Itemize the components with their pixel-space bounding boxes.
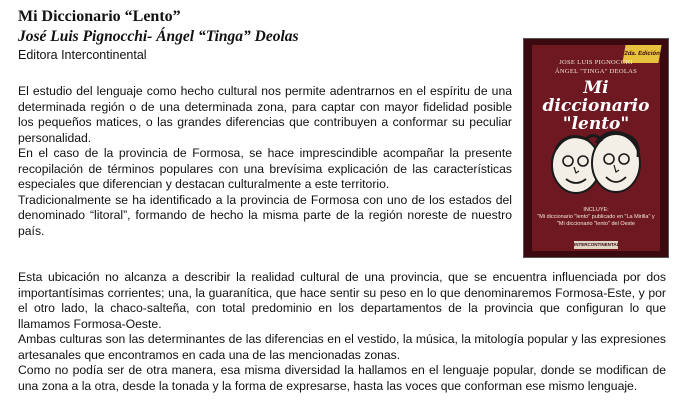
cover-panel [532,45,661,255]
cover-includes-line: "Mi diccionario "lento" publicado en "La Mirilla" y [537,214,655,220]
book-cover-image [523,38,669,258]
book-authors: José Luis Pignocchi- Ángel “Tinga” Deolas [18,28,299,45]
body-text-wide [18,270,666,394]
paragraph: En el caso de la provincia de Formosa, se hace imprescindible acompañar la presente recopilación de términos populares con una brevísima explicación de las características especiales que diferencian y destacan culturalmente a este territorio. [18,146,512,191]
paragraph: Tradicionalmente se ha identificado a la provincia de Formosa con uno de los estados del denominado “litoral”, formando de hecho la misma parte de la región noreste de nuestro país. [18,192,512,238]
cover-author-2: ÁNGEL "TINGA" DEOLAS [554,68,638,75]
caricature-faces-illustration [546,127,646,203]
paragraph: Ambas culturas son las determinantes de las diferencias en el vestido, la música, la mitología popular y las expresiones artesanales que encontramos en cada una de las mencionadas zonas. [18,332,666,362]
book-publisher: Editora Intercontinental [18,48,147,62]
publisher-logo: INTERCONTINENTAL EDITORA [574,242,620,255]
cover-title-line-1: Mi diccionario [542,78,650,116]
paragraph: Esta ubicación no alcanza a describir la realidad cultural de una provincia, que se encuentra influenciada por dos importantísimas corrientes; una, la guaranítica, que hace sentir su peso en lo que denominaremos Formosa-Este, y por el otro lado, la chaco-salteña, con total predominio en los departamentos de la provincia que configuran lo que llamamos Formosa-Oeste. [18,270,666,331]
cover-includes-line: "Mi diccionario "lento" del Oeste [556,221,635,227]
book-title: Mi Diccionario “Lento” [18,8,181,25]
paragraph: Como no podía ser de otra manera, esa misma diversidad la hallamos en el lenguaje popular, donde se modifican de una zona a la otra, desde la tonada y la forma de expresarse, hasta las voces que conforman ese mismo lenguaje. [18,363,666,393]
cover-includes-note [536,207,656,228]
edition-badge: 2da. Edición [622,45,661,63]
paragraph: El estudio del lenguaje como hecho cultural nos permite adentrarnos en el espíritu de una determinada región o de una determinada zona, para captar con mayor fidelidad posible los pequeños matices, o las grandes diferencias que contribuyen a conformar su peculiar personalidad. [18,84,512,145]
body-text-narrow [18,84,512,239]
cover-author-1: JOSE LUIS PIGNOCCHI [559,59,633,66]
cover-includes-heading: INCLUYE: [583,207,609,213]
cover-title [534,79,658,133]
cover-title-line-2: "lento" [562,114,630,134]
